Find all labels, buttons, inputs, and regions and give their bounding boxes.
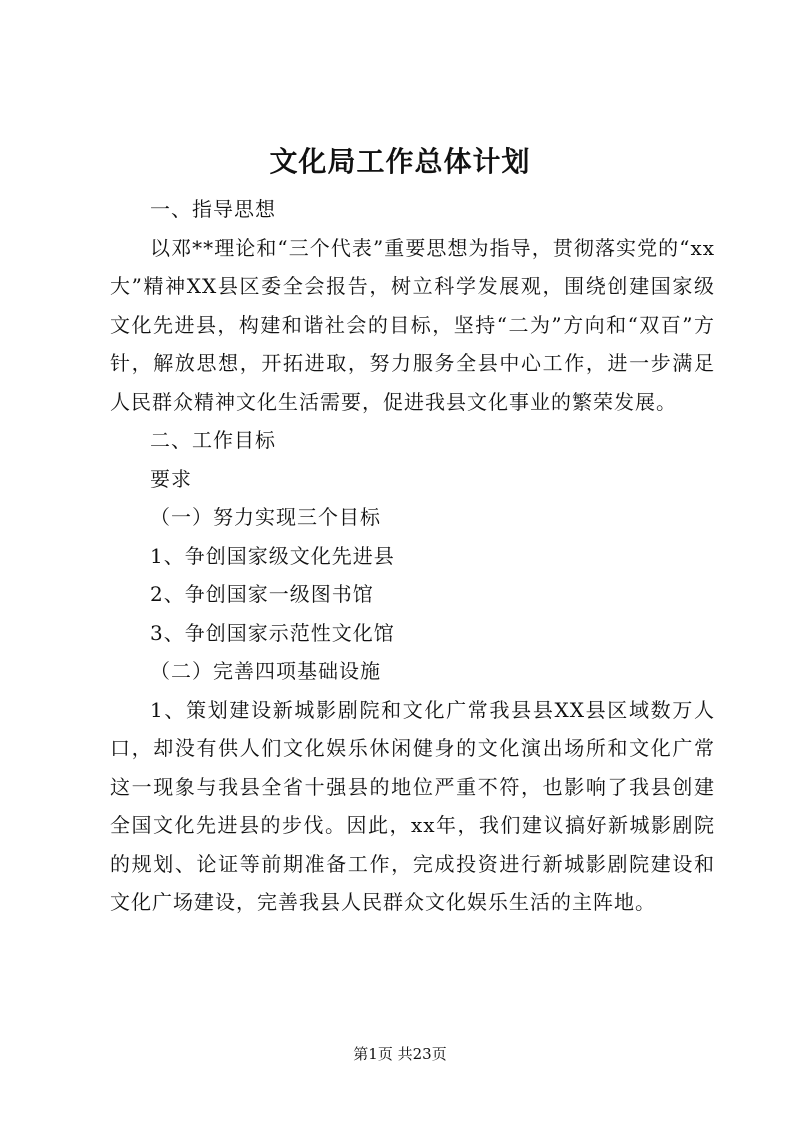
subheading-four-facilities: （二）完善四项基础设施 [150,659,381,683]
paragraph-facility-1: 1、策划建设新城影剧院和文化广常我县县XX县区域数万人口，却没有供人们文化娱乐休闲健身的文化演出场所和文化广常这一现象与我县全省十强县的地位严重不符，也影响了我县创建全国文化先进县的步伐。因此，xx年，我们建议搞好新城影剧院的规划、论证等前期准备工作，完成投资进行新城影剧院建设和文化广场建设，完善我县人民群众文化娱乐生活的主阵地。 [110,697,715,914]
subheading-three-goals: （一）努力实现三个目标 [150,505,381,529]
document-title: 文化局工作总体计划 [269,145,531,178]
paragraph-guiding-thought: 以邓**理论和“三个代表”重要思想为指导，贯彻落实党的“xx大”精神XX县区委全会报告，树立科学发展观，围绕创建国家级文化先进县，构建和谐社会的目标，坚持“二为”方向和“双百”方针，解放思想，开拓进取，努力服务全县中心工作，进一步满足人民群众精神文化生活需要，促进我县文化事业的繁荣发展。 [110,235,715,414]
list-item-goal-2: 2、争创国家一级图书馆 [150,582,374,606]
page-number-footer: 第1页 共23页 [353,1045,447,1063]
list-item-goal-3: 3、争创国家示范性文化馆 [150,620,395,645]
section-heading-guiding-thought: 一、指导思想 [150,197,276,221]
document-body [110,190,715,922]
section-heading-work-goals: 二、工作目标 [150,428,276,452]
paragraph-requirements: 要求 [150,466,192,491]
list-item-goal-1: 1、争创国家级文化先进县 [150,543,395,568]
